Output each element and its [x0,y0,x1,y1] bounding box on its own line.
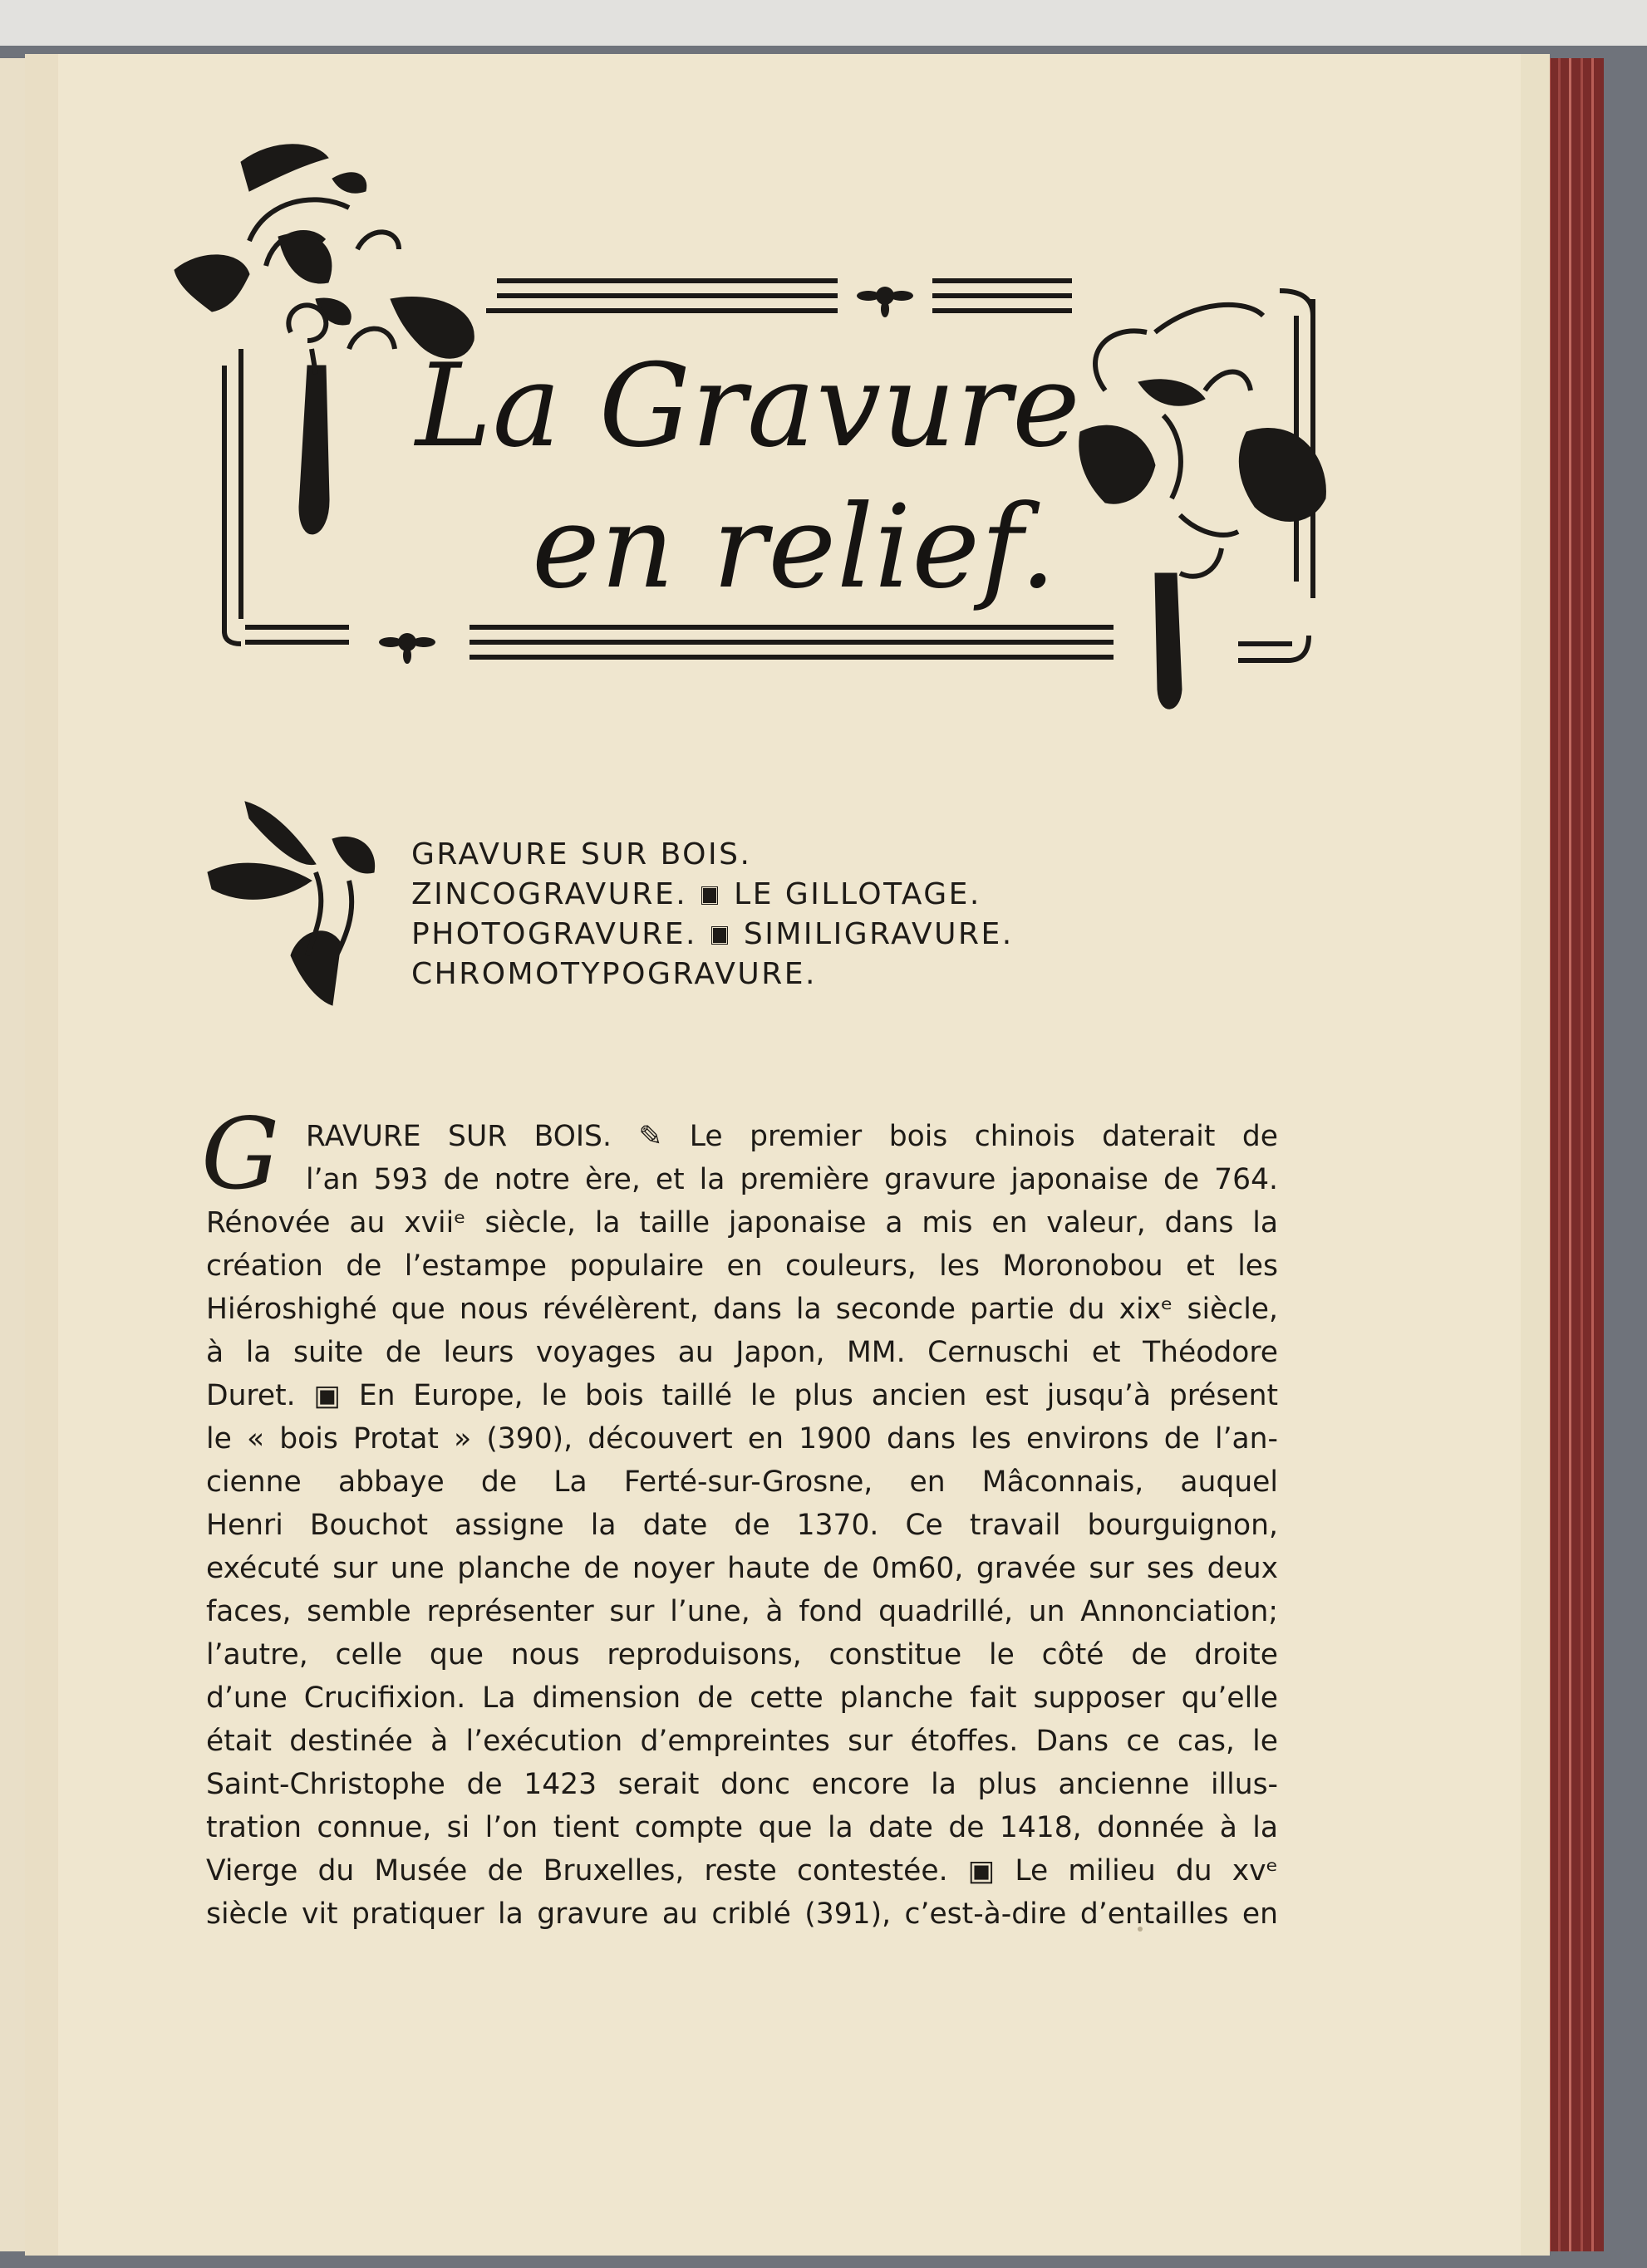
body-line: Henri Bouchot assigne la date de 1370. Ce travail bourguignon, [206,1509,1278,1542]
body-line: RAVURE SUR BOIS. ✎ Le premier bois chinois daterait de [306,1120,1278,1153]
body-text [206,1115,1278,1936]
section-summary-list [411,835,1014,994]
body-line: Rénovée au xviiᵉ siècle, la taille japonaise a mis en valeur, dans la [206,1206,1278,1240]
chapter-title-line1: La Gravure [415,339,1081,473]
chapter-title-line2: en relief. [532,480,1058,614]
body-line: était destinée à l’exécution d’empreintes sur étoffes. Dans ce cas, le [206,1725,1278,1758]
separator-glyph [710,925,729,945]
summary-item: GRAVURE SUR BOIS. [411,837,752,871]
body-line: faces, semble représenter sur l’une, à fond quadrillé, un Annonciation; [206,1595,1278,1628]
body-line: exécuté sur une planche de noyer haute de 0m60, gravée sur ses deux [206,1552,1278,1585]
body-line: l’an 593 de notre ère, et la première gravure japonaise de 764. [306,1163,1278,1196]
summary-item: CHROMOTYPOGRAVURE. [411,957,817,991]
body-line: Saint-Christophe de 1423 serait donc encore la plus ancienne illus- [206,1768,1278,1801]
body-line: Duret. ▣ En Europe, le bois taillé le plus ancien est jusqu’à présent [206,1379,1278,1412]
body-line: Vierge du Musée de Bruxelles, reste contestée. ▣ Le milieu du xvᵉ [206,1854,1278,1888]
summary-item: PHOTOGRAVURE. SIMILIGRAVURE. [411,917,1014,951]
separator-glyph [701,886,719,906]
body-line: cienne abbaye de La Ferté-sur-Grosne, en Mâconnais, auquel [206,1465,1278,1499]
drop-cap: G [201,1097,280,1211]
body-line: le « bois Protat » (390), découvert en 1900 dans les environs de l’an- [206,1422,1278,1456]
body-line: Hiéroshighé que nous révélèrent, dans la seconde partie du xixᵉ siècle, [206,1293,1278,1326]
body-line: siècle vit pratiquer la gravure au criblé (391), c’est-à-dire d’entailles en [206,1897,1278,1931]
summary-item: ZINCOGRAVURE. LE GILLOTAGE. [411,877,981,911]
body-line: création de l’estampe populaire en couleurs, les Moronobou et les [206,1249,1278,1283]
body-line: tration connue, si l’on tient compte que la date de 1418, donnée à la [206,1811,1278,1844]
body-line: à la suite de leurs voyages au Japon, MM. Cernuschi et Théodore [206,1336,1278,1369]
body-line: d’une Crucifixion. La dimension de cette planche fait supposer qu’elle [206,1681,1278,1715]
body-line: l’autre, celle que nous reproduisons, constitue le côté de droite [206,1638,1278,1672]
